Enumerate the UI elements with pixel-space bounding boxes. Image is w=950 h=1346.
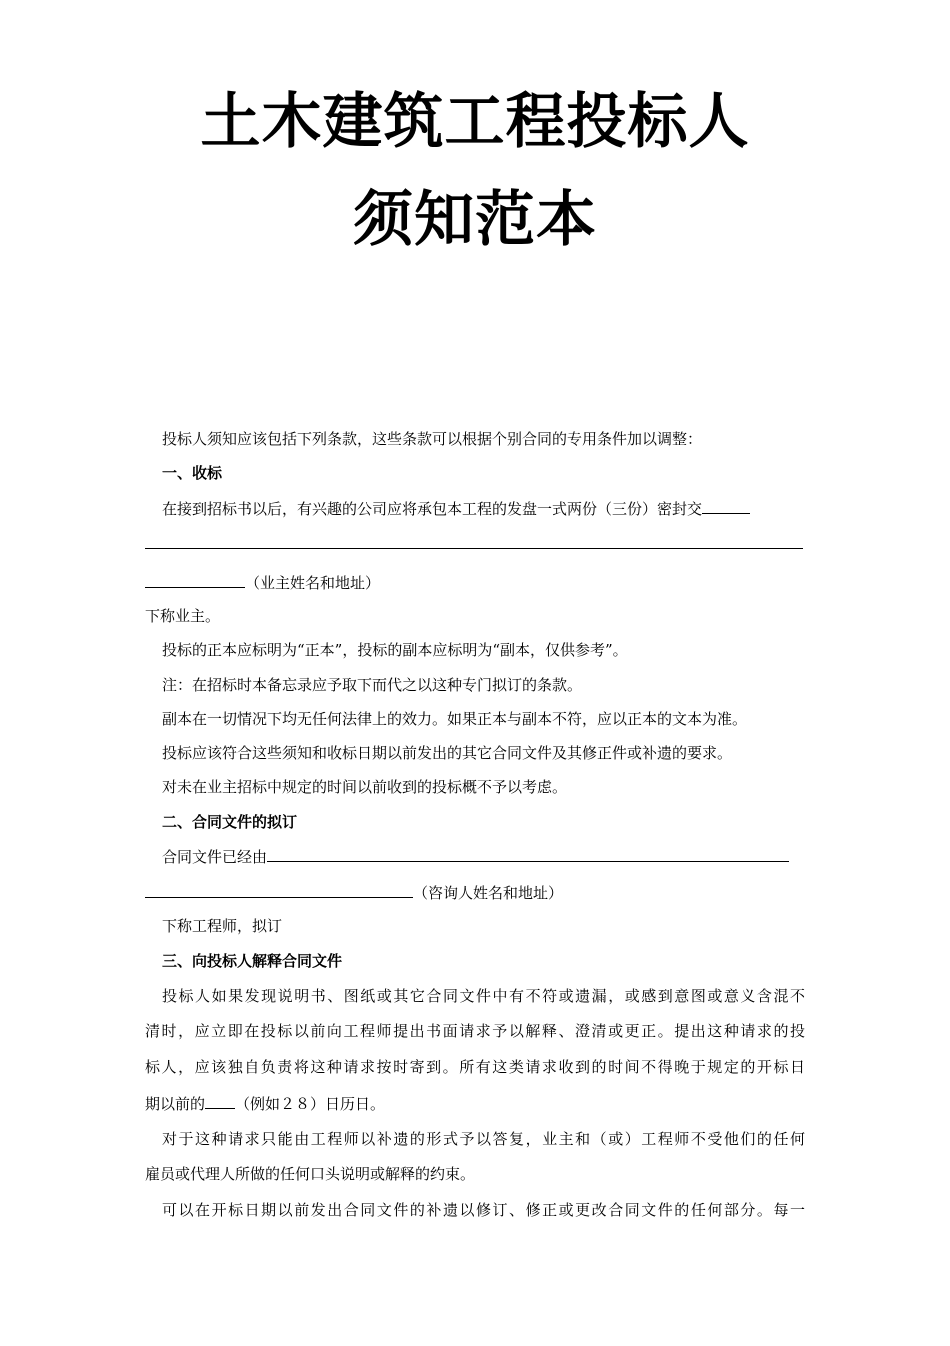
section2-paragraph1-text: 合同文件已经由 <box>162 848 268 866</box>
section1-paragraph3: 副本在一切情况下均无任何法律上的效力。如果正本与副本不符，应以正本的文本为准。 <box>162 710 748 728</box>
section3-paragraph1-line4 <box>145 1092 385 1115</box>
days-blank[interactable] <box>205 1092 235 1109</box>
days-prefix: 期以前的 <box>145 1095 206 1113</box>
consultant-blank-1[interactable] <box>267 845 789 862</box>
section3-paragraph2-line1: 对于这种请求只能由工程师以补遗的形式予以答复，业主和（或）工程师不受他们的任何 <box>162 1130 805 1148</box>
section1-heading: 一、收标 <box>162 464 223 482</box>
owner-blank-2[interactable] <box>145 571 245 588</box>
section3-heading: 三、向投标人解释合同文件 <box>162 952 343 970</box>
section1-paragraph1-text: 在接到招标书以后，有兴趣的公司应将承包本工程的发盘一式两份（三份）密封交 <box>162 500 703 518</box>
section1-note: 注：在招标时本备忘录应予取下而代之以这种专门拟订的条款。 <box>162 676 583 694</box>
section1-paragraph4: 投标应该符合这些须知和收标日期以前发出的其它合同文件及其修正件或补遗的要求。 <box>162 744 733 762</box>
consultant-hint-line <box>145 881 563 904</box>
days-suffix: （例如２８）日历日。 <box>235 1095 386 1113</box>
section3-paragraph2-line2: 雇员或代理人所做的任何口头说明或解释的约束。 <box>145 1165 476 1183</box>
section3-paragraph1-line2: 清时，应立即在投标以前向工程师提出书面请求予以解释、澄清或更正。提出这种请求的投 <box>145 1022 805 1040</box>
document-title-line2: 须知范本 <box>353 185 597 255</box>
owner-hint: （业主姓名和地址） <box>245 574 381 592</box>
section1-paragraph5: 对未在业主招标中规定的时间以前收到的投标概不予以考虑。 <box>162 778 568 796</box>
section2-heading: 二、合同文件的拟订 <box>162 813 298 831</box>
owner-blank-1[interactable] <box>702 497 750 514</box>
owner-blank-line[interactable] <box>145 548 803 549</box>
section2-paragraph1 <box>162 845 789 868</box>
section3-paragraph1-line3: 标人，应该独自负责将这种请求按时寄到。所有这类请求收到的时间不得晚于规定的开标日 <box>145 1058 805 1076</box>
section3-paragraph3-line1: 可以在开标日期以前发出合同文件的补遗以修订、修正或更改合同文件的任何部分。每一 <box>162 1201 805 1219</box>
consultant-hint: （咨询人姓名和地址） <box>413 884 564 902</box>
intro-paragraph: 投标人须知应该包括下列条款，这些条款可以根据个别合同的专用条件加以调整： <box>162 430 703 448</box>
section2-paragraph2: 下称工程师，拟订 <box>162 917 283 935</box>
consultant-blank-2[interactable] <box>145 881 413 898</box>
owner-called: 下称业主。 <box>145 607 221 625</box>
document-title-line1: 土木建筑工程投标人 <box>200 87 750 157</box>
owner-hint-line <box>145 571 380 594</box>
section3-paragraph1-line1: 投标人如果发现说明书、图纸或其它合同文件中有不符或遗漏，或感到意图或意义含混不 <box>162 987 805 1005</box>
section1-paragraph2: 投标的正本应标明为“正本”，投标的副本应标明为“副本，仅供参考”。 <box>162 641 628 659</box>
section1-paragraph1 <box>162 497 750 520</box>
